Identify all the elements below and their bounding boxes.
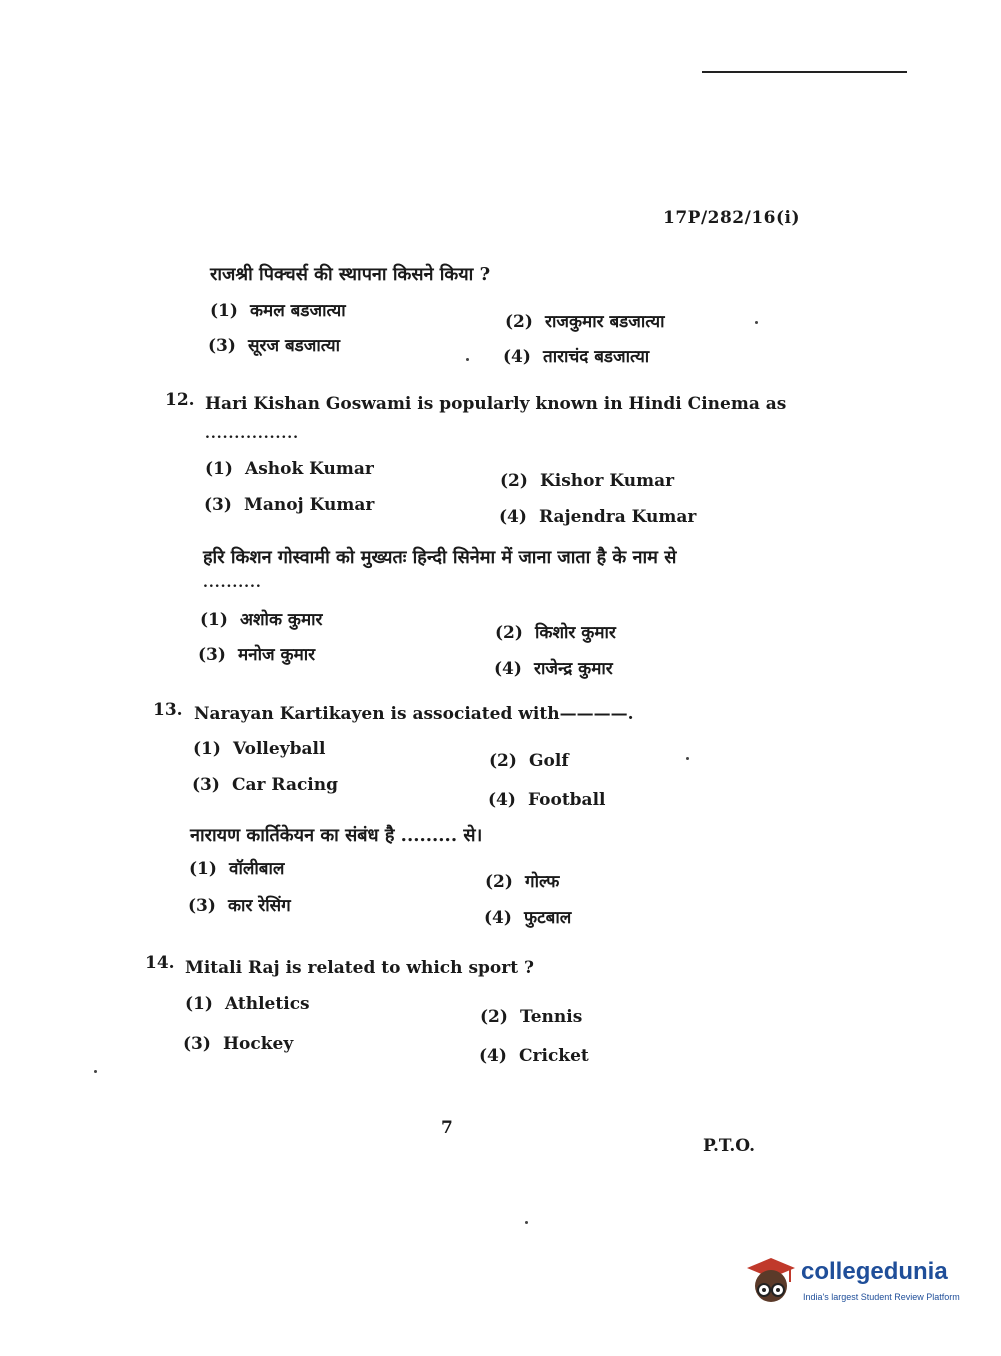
q11-hindi-text: राजश्री पिक्चर्स की स्थापना किसने किया ?: [210, 264, 491, 285]
q12-hindi-text: हरि किशन गोस्वामी को मुख्यतः हिन्दी सिनेमा में जाना जाता है के नाम से: [203, 547, 677, 568]
q13-option-4: (4) Football: [488, 790, 606, 810]
mascot-icon: [743, 1254, 797, 1310]
q13-hindi-option-4: (4) फुटबाल: [484, 908, 572, 928]
q12-option-1: (1) Ashok Kumar: [205, 459, 374, 479]
q11-option-2: (2) राजकुमार बडजात्या: [505, 312, 665, 332]
q13-text: Narayan Kartikayen is associated with————.: [194, 704, 634, 724]
q13-hindi-option-1: (1) वॉलीबाल: [189, 859, 285, 879]
q14-option-3: (3) Hockey: [183, 1034, 294, 1054]
q12-blank: ................: [205, 426, 299, 442]
q12-text: Hari Kishan Goswami is popularly known in Hindi Cinema as: [205, 394, 787, 414]
q12-hindi-option-3: (3) मनोज कुमार: [198, 645, 316, 665]
scan-speck: [686, 757, 689, 760]
collegedunia-watermark: [743, 1254, 973, 1310]
top-rule: [702, 71, 907, 73]
q13-number: 13.: [153, 700, 183, 720]
q14-text: Mitali Raj is related to which sport ?: [185, 958, 534, 978]
q13-option-1: (1) Volleyball: [193, 739, 326, 759]
scan-speck: [94, 1070, 97, 1073]
q13-option-3: (3) Car Racing: [192, 775, 339, 795]
q13-hindi-option-3: (3) कार रेसिंग: [188, 896, 291, 916]
q14-option-2: (2) Tennis: [480, 1007, 583, 1027]
q12-option-2: (2) Kishor Kumar: [500, 471, 675, 491]
scan-speck: [525, 1221, 528, 1224]
q11-option-1: (1) कमल बडजात्या: [210, 301, 346, 321]
q12-hindi-blank: ..........: [203, 575, 262, 591]
page-number: 7: [441, 1118, 453, 1138]
q14-option-1: (1) Athletics: [185, 994, 310, 1014]
q12-option-4: (4) Rajendra Kumar: [499, 507, 697, 527]
brand-name: collegedunia: [801, 1258, 948, 1285]
q12-hindi-option-2: (2) किशोर कुमार: [495, 623, 616, 643]
pto-label: P.T.O.: [703, 1136, 755, 1156]
q11-option-3: (3) सूरज बडजात्या: [208, 336, 340, 356]
q13-hindi-option-2: (2) गोल्फ: [485, 872, 560, 892]
q13-option-2: (2) Golf: [489, 751, 569, 771]
q14-option-4: (4) Cricket: [479, 1046, 589, 1066]
brand-tagline: India's largest Student Review Platform: [803, 1292, 960, 1302]
q13-hindi-text: नारायण कार्तिकेयन का संबंध है ......... से।: [190, 825, 483, 846]
q11-option-4: (4) ताराचंद बडजात्या: [503, 347, 650, 367]
q12-hindi-option-1: (1) अशोक कुमार: [200, 610, 323, 630]
scan-speck: [466, 358, 469, 361]
q12-option-3: (3) Manoj Kumar: [204, 495, 375, 515]
q14-number: 14.: [145, 953, 175, 973]
paper-code: 17P/282/16(i): [663, 208, 801, 228]
scan-speck: [755, 321, 758, 324]
q12-number: 12.: [165, 390, 195, 410]
q12-hindi-option-4: (4) राजेन्द्र कुमार: [494, 659, 613, 679]
